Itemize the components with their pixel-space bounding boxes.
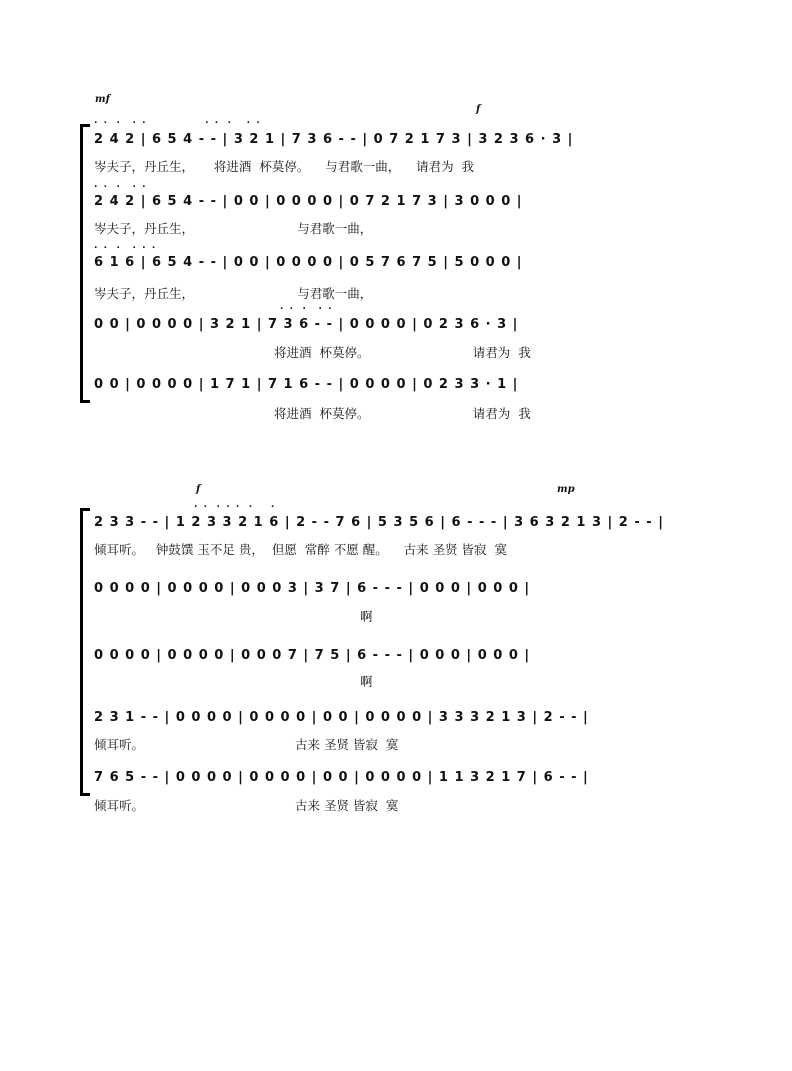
staff-lyric: 啊 (360, 674, 373, 689)
dynamic-mark: mp (557, 484, 575, 495)
staff-notes: 6 1 6 | 6 5 4 - - | 0 0 | 0 0 0 0 | 0 5 7 6 7 5 | 5 0 0 0 | (94, 255, 523, 270)
octave-dots: . . . . . . . . . . (94, 116, 260, 126)
octave-dots: . . . . . (94, 180, 146, 190)
staff-lyric: 倾耳听。 古来 圣贤 皆寂 寞 (94, 798, 399, 813)
staff-notes: 2 3 3 - - | 1 2 3 3 2 1 6 | 2 - - 7 6 | 5 3 5 6 | 6 - - - | 3 6 3 2 1 3 | 2 - - | (94, 515, 664, 530)
system-bracket (80, 508, 90, 796)
staff-lyric: 岑夫子，丹丘生， 将进酒 杯莫停。 与君歌一曲， 请君为 我 (94, 159, 475, 174)
staff-notes: 2 4 2 | 6 5 4 - - | 0 0 | 0 0 0 0 | 0 7 2 1 7 3 | 3 0 0 0 | (94, 194, 523, 209)
dynamic-mark: mf (95, 94, 110, 105)
staff-lyric: 将进酒 杯莫停。 请君为 我 (274, 406, 531, 421)
octave-dots: . . . . . . (94, 241, 156, 251)
staff-lyric: 岑夫子，丹丘生， 与君歌一曲， (94, 221, 373, 236)
octave-dots: . . . . . (280, 302, 332, 312)
staff-notes: 0 0 | 0 0 0 0 | 3 2 1 | 7 3 6 - - | 0 0 0 0 | 0 2 3 6 · 3 | (94, 317, 519, 332)
staff-notes: 0 0 | 0 0 0 0 | 1 7 1 | 7 1 6 - - | 0 0 0 0 | 0 2 3 3 · 1 | (94, 377, 519, 392)
staff-lyric: 岑夫子，丹丘生， 与君歌一曲， (94, 286, 373, 301)
staff-notes: 0 0 0 0 | 0 0 0 0 | 0 0 0 7 | 7 5 | 6 - - - | 0 0 0 | 0 0 0 | (94, 648, 531, 663)
staff-lyric: 倾耳听。 钟鼓馔 玉不足 贵， 但愿 常醉 不愿 醒。 古来 圣贤 皆寂 寞 (94, 542, 507, 557)
staff-lyric: 倾耳听。 古来 圣贤 皆寂 寞 (94, 737, 399, 752)
staff-notes: 7 6 5 - - | 0 0 0 0 | 0 0 0 0 | 0 0 | 0 0 0 0 | 1 1 3 2 1 7 | 6 - - | (94, 770, 589, 785)
staff-notes: 0 0 0 0 | 0 0 0 0 | 0 0 0 3 | 3 7 | 6 - - - | 0 0 0 | 0 0 0 | (94, 581, 531, 596)
dynamic-mark: f (196, 484, 201, 495)
system-bracket (80, 124, 90, 403)
staff-notes: 2 3 1 - - | 0 0 0 0 | 0 0 0 0 | 0 0 | 0 0 0 0 | 3 3 3 2 1 3 | 2 - - | (94, 710, 589, 725)
staff-lyric: 将进酒 杯莫停。 请君为 我 (274, 345, 531, 360)
dynamic-mark: f (476, 104, 481, 115)
staff-lyric: 啊 (360, 609, 373, 624)
octave-dots: . . . . . . . (194, 500, 275, 510)
staff-notes: 2 4 2 | 6 5 4 - - | 3 2 1 | 7 3 6 - - | 0 7 2 1 7 3 | 3 2 3 6 · 3 | (94, 132, 574, 147)
